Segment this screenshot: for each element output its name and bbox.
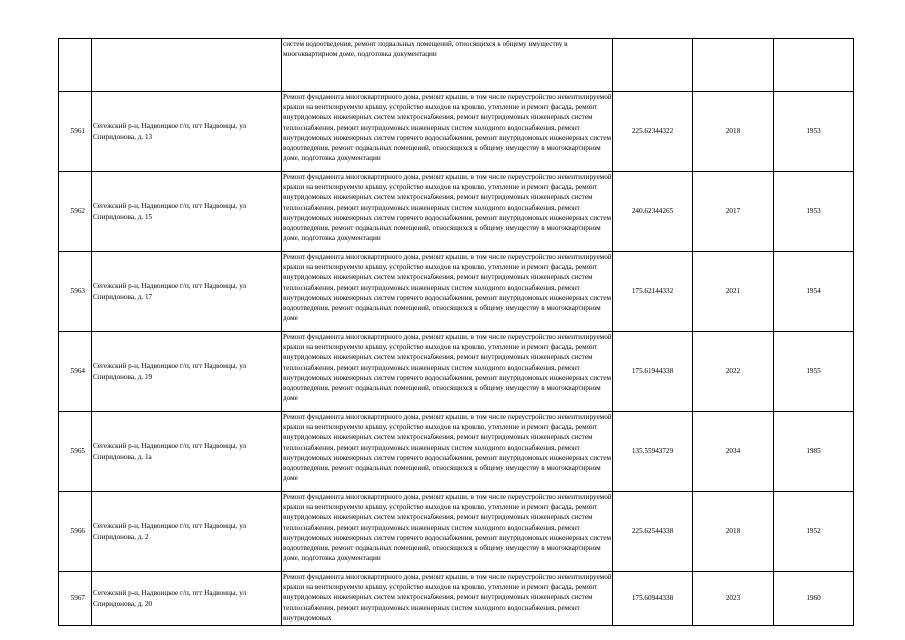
table-row-continuation: [59, 39, 854, 92]
cost-cell: 240.62344265: [613, 172, 693, 252]
works-cell: Ремонт фундамента многоквартирного дома, ремонт крыши, в том числе переустройство невентилируемой крыши на вентилируемую крышу, устройство выходов на кровлю, утепление и ремонт фасада, ремонт внутридомовых инженерных систем электроснабжения, ремонт внутридомовых инженерных систем теплоснабжения, ремонт внутридомовых инженерных систем холодного водоснабжения, ремонт внутридомовых инженерных систем горячего водоснабжения, ремонт внутридомовых инженерных систем водоотведения, ремонт подвальных помещений, относящихся к общему имуществу в многоквартирном доме: [282, 332, 613, 412]
row-number-cell: 5962: [59, 172, 92, 252]
works-cell: Ремонт фундамента многоквартирного дома, ремонт крыши, в том числе переустройство невентилируемой крыши на вентилируемую крышу, устройство выходов на кровлю, утепление и ремонт фасада, ремонт внутридомовых инженерных систем электроснабжения, ремонт внутридомовых инженерных систем теплоснабжения, ремонт внутридомовых инженерных систем холодного водоснабжения, ремонт внутридомовых инженерных систем горячего водоснабжения, ремонт внутридомовых инженерных систем водоотведения, ремонт подвальных помещений, относящихся к общему имуществу в многоквартирном доме: [282, 252, 613, 332]
cost-cell: 225.62344322: [613, 92, 693, 172]
built-year-cell: [774, 39, 854, 92]
year-cell: 2034: [693, 412, 774, 492]
built-year-cell: 1960: [774, 572, 854, 626]
table-row: [59, 492, 854, 572]
year-cell: 2023: [693, 572, 774, 626]
year-cell: 2017: [693, 172, 774, 252]
capital-repair-table: [58, 38, 854, 626]
cost-cell: 175.62144332: [613, 252, 693, 332]
cost-cell: [613, 39, 693, 92]
table-row: [59, 572, 854, 626]
table-row: [59, 92, 854, 172]
table-row: [59, 252, 854, 332]
cost-cell: 225.62544338: [613, 492, 693, 572]
year-cell: 2018: [693, 492, 774, 572]
address-cell: Сегежский р-н, Надвоицкое г/п, пгт Надвоицы, ул Спиридонова, д. 17: [92, 252, 282, 332]
row-number-cell: 5965: [59, 412, 92, 492]
cost-cell: 175.61944338: [613, 332, 693, 412]
address-cell: Сегежский р-н, Надвоицкое г/п, пгт Надвоицы, ул Спиридонова, д. 19: [92, 332, 282, 412]
row-number-cell: [59, 39, 92, 92]
year-cell: 2018: [693, 92, 774, 172]
works-cell: Ремонт фундамента многоквартирного дома, ремонт крыши, в том числе переустройство невентилируемой крыши на вентилируемую крышу, устройство выходов на кровлю, утепление и ремонт фасада, ремонт внутридомовых инженерных систем электроснабжения, ремонт внутридомовых инженерных систем теплоснабжения, ремонт внутридомовых инженерных систем холодного водоснабжения, ремонт внутридомовых инженерных систем горячего водоснабжения, ремонт внутридомовых инженерных систем водоотведения, ремонт подвальных помещений, относящихся к общему имуществу в многоквартирном доме, подготовка документации: [282, 492, 613, 572]
address-cell: Сегежский р-н, Надвоицкое г/п, пгт Надвоицы, ул Спиридонова, д. 2: [92, 492, 282, 572]
table-row: [59, 412, 854, 492]
address-cell: Сегежский р-н, Надвоицкое г/п, пгт Надвоицы, ул Спиридонова, д. 1а: [92, 412, 282, 492]
row-number-cell: 5966: [59, 492, 92, 572]
works-cell: Ремонт фундамента многоквартирного дома, ремонт крыши, в том числе переустройство невентилируемой крыши на вентилируемую крышу, устройство выходов на кровлю, утепление и ремонт фасада, ремонт внутридомовых инженерных систем электроснабжения, ремонт внутридомовых инженерных систем теплоснабжения, ремонт внутридомовых инженерных систем холодного водоснабжения, ремонт внутридомовых инженерных систем горячего водоснабжения, ремонт внутридомовых инженерных систем водоотведения, ремонт подвальных помещений, относящихся к общему имуществу в многоквартирном доме, подготовка документации: [282, 172, 613, 252]
cost-cell: 135.55943729: [613, 412, 693, 492]
row-number-cell: 5963: [59, 252, 92, 332]
row-number-cell: 5961: [59, 92, 92, 172]
table-row: [59, 172, 854, 252]
works-cell: Ремонт фундамента многоквартирного дома, ремонт крыши, в том числе переустройство невентилируемой крыши на вентилируемую крышу, устройство выходов на кровлю, утепление и ремонт фасада, ремонт внутридомовых инженерных систем электроснабжения, ремонт внутридомовых инженерных систем теплоснабжения, ремонт внутридомовых инженерных систем холодного водоснабжения, ремонт внутридомовых: [282, 572, 613, 626]
row-number-cell: 5964: [59, 332, 92, 412]
table-row: [59, 332, 854, 412]
year-cell: 2021: [693, 252, 774, 332]
address-cell: Сегежский р-н, Надвоицкое г/п, пгт Надвоицы, ул Спиридонова, д. 20: [92, 572, 282, 626]
built-year-cell: 1954: [774, 252, 854, 332]
built-year-cell: 1952: [774, 492, 854, 572]
address-cell: Сегежский р-н, Надвоицкое г/п, пгт Надвоицы, ул Спиридонова, д. 13: [92, 92, 282, 172]
built-year-cell: 1953: [774, 172, 854, 252]
works-cell: Ремонт фундамента многоквартирного дома, ремонт крыши, в том числе переустройство невентилируемой крыши на вентилируемую крышу, устройство выходов на кровлю, утепление и ремонт фасада, ремонт внутридомовых инженерных систем электроснабжения, ремонт внутридомовых инженерных систем теплоснабжения, ремонт внутридомовых инженерных систем холодного водоснабжения, ремонт внутридомовых инженерных систем горячего водоснабжения, ремонт внутридомовых инженерных систем водоотведения, ремонт подвальных помещений, относящихся к общему имуществу в многоквартирном доме: [282, 412, 613, 492]
works-cell: Ремонт фундамента многоквартирного дома, ремонт крыши, в том числе переустройство невентилируемой крыши на вентилируемую крышу, устройство выходов на кровлю, утепление и ремонт фасада, ремонт внутридомовых инженерных систем электроснабжения, ремонт внутридомовых инженерных систем теплоснабжения, ремонт внутридомовых инженерных систем холодного водоснабжения, ремонт внутридомовых инженерных систем горячего водоснабжения, ремонт внутридомовых инженерных систем водоотведения, ремонт подвальных помещений, относящихся к общему имуществу в многоквартирном доме, подготовка документации: [282, 92, 613, 172]
year-cell: [693, 39, 774, 92]
address-cell: [92, 39, 282, 92]
works-cell: систем водоотведения, ремонт подвальных помещений, относящихся к общему имуществу в многоквартирном доме, подготовка документации: [282, 39, 613, 92]
built-year-cell: 1985: [774, 412, 854, 492]
year-cell: 2022: [693, 332, 774, 412]
built-year-cell: 1955: [774, 332, 854, 412]
address-cell: Сегежский р-н, Надвоицкое г/п, пгт Надвоицы, ул Спиридонова, д. 15: [92, 172, 282, 252]
built-year-cell: 1953: [774, 92, 854, 172]
row-number-cell: 5967: [59, 572, 92, 626]
cost-cell: 175.60944338: [613, 572, 693, 626]
